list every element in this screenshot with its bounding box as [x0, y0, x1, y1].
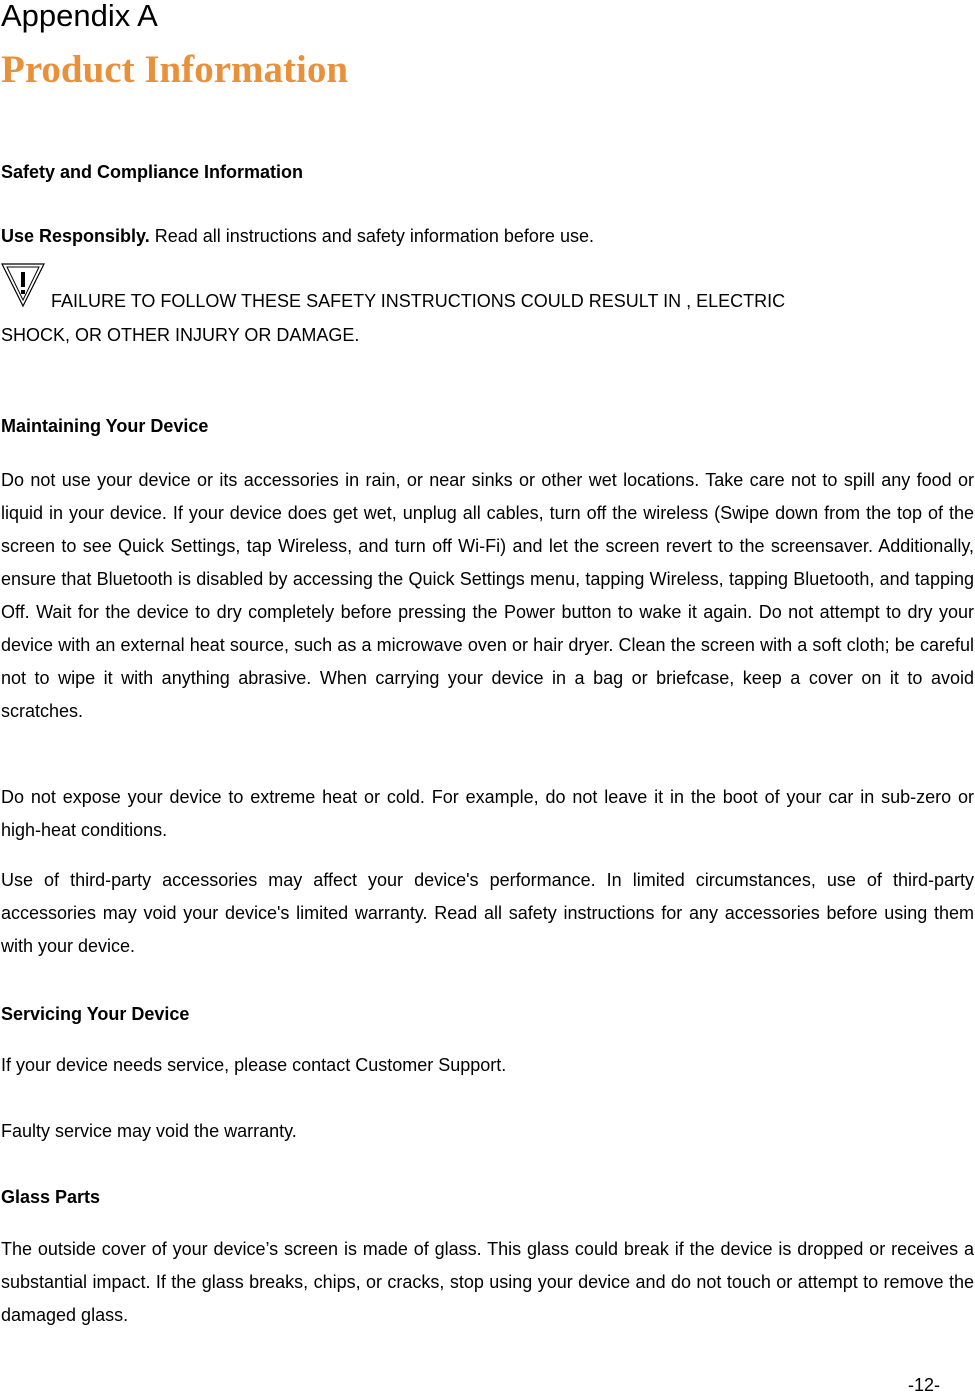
maintaining-paragraph-3: Use of third-party accessories may affect your device's performance. In limited circumstances, use of third-party accessories may void your device's limited warranty. Read all safety instructions for any accessories before using them with your device. — [1, 870, 974, 956]
glass-paragraph: The outside cover of your device’s screen is made of glass. This glass could break if the device is dropped or receives a substantial impact. If the glass breaks, chips, or cracks, stop using your device and do not touch or attempt to remove the damaged glass. — [1, 1239, 974, 1325]
appendix-label: Appendix A — [1, 0, 158, 33]
glass-heading: Glass Parts — [1, 1187, 101, 1207]
warning-text-line2: SHOCK, OR OTHER INJURY OR DAMAGE. — [1, 325, 360, 345]
maintaining-paragraph-2: Do not expose your device to extreme heat or cold. For example, do not leave it in the boot of your car in sub-zero or high-heat conditions. — [1, 787, 974, 840]
use-responsibly-bold: Use Responsibly. — [1, 226, 150, 246]
page-title: Product Information — [1, 48, 349, 91]
safety-heading: Safety and Compliance Information — [1, 162, 304, 182]
maintaining-paragraph-1: Do not use your device or its accessories in rain, or near sinks or other wet locations. Take care not to spill any food or liquid in your device. If your device does get wet, unplug all cables, turn off the wireless (Swipe down from the top of the screen to see Quick Settings, tap Wireless, and turn off Wi-Fi) and let the screen revert to the screensaver. Additionally, ensure that Bluetooth is disabled by accessing the Quick Settings menu, tapping Wireless, tapping Bluetooth, and tapping Off. Wait for the device to dry completely before pressing the Power button to wake it again. Do not attempt to dry your device with an external heat source, such as a microwave oven or hair dryer. Clean the screen with a soft cloth; be careful not to wipe it with anything abrasive. When carrying your device in a bag or briefcase, keep a cover on it to avoid scratches. — [1, 470, 974, 721]
use-responsibly-text: Read all instructions and safety information before use. — [149, 226, 594, 246]
maintaining-heading: Maintaining Your Device — [1, 416, 209, 436]
warning-text-line1: FAILURE TO FOLLOW THESE SAFETY INSTRUCTIONS COULD RESULT IN , ELECTRIC — [51, 291, 786, 311]
servicing-line-2: Faulty service may void the warranty. — [1, 1121, 297, 1141]
warning-exclamation-icon — [1, 262, 45, 308]
servicing-heading: Servicing Your Device — [1, 1004, 190, 1024]
page-number: -12- — [908, 1375, 941, 1395]
servicing-line-1: If your device needs service, please contact Customer Support. — [1, 1055, 507, 1075]
use-responsibly-line — [1, 223, 594, 249]
